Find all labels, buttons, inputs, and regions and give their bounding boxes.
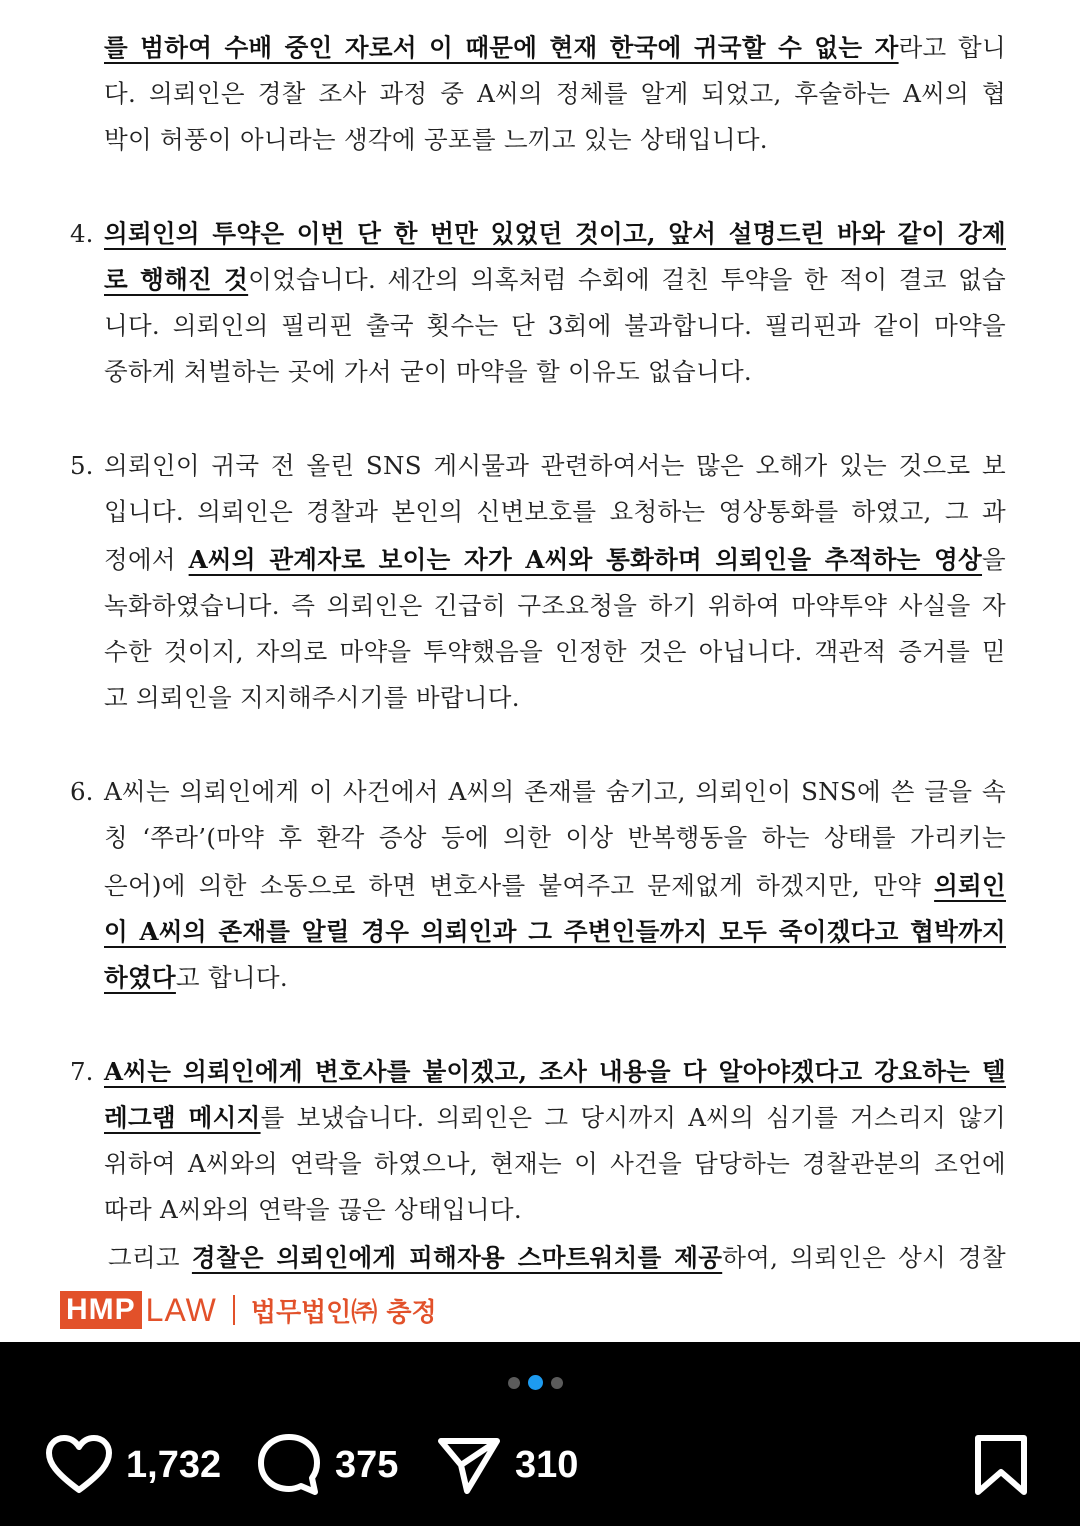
body-text: 고 합니다.: [175, 963, 288, 992]
document-line: [104, 306, 1006, 346]
document-line: [104, 540, 1006, 580]
logo-law: LAW: [145, 1291, 217, 1328]
document-line: [104, 260, 1006, 300]
body-text: 고 의뢰인을 지지해주시기를 바랍니다.: [104, 683, 520, 712]
underlined-text: 이 A씨의 존재를 알릴 경우 의뢰인과 그 주변인들까지 모두 죽이겠다고 협박까지: [104, 917, 1006, 946]
paragraph-number: 7.: [70, 1057, 94, 1086]
document-line: [104, 352, 1006, 392]
share-count: 310: [515, 1443, 579, 1486]
carousel-dot-3: [551, 1377, 563, 1389]
body-text: 칭 ‘쭈라’(마약 후 환각 증상 등에 의한 이상 반복행동을 하는 상태를 가리키는: [104, 823, 1006, 852]
document-line: [104, 1052, 1006, 1092]
document-line: [104, 28, 1006, 68]
underlined-text: 레그램 메시지: [104, 1103, 261, 1132]
body-text: 그리고: [108, 1243, 192, 1272]
body-text: 하여, 의뢰인은 상시 경찰: [722, 1243, 1006, 1272]
body-text: 니다. 의뢰인의 필리핀 출국 횟수는 단 3회에 불과합니다. 필리핀과 같이 마약을: [104, 311, 1006, 340]
document-line: [104, 772, 1006, 812]
document-line: [104, 632, 1006, 672]
comment-count: 375: [335, 1443, 399, 1486]
heart-icon: [46, 1435, 112, 1495]
body-text: 입니다. 의뢰인은 경찰과 본인의 신변보호를 요청하는 영상통화를 하였고, 그 과: [104, 497, 1006, 526]
document-line: [104, 1144, 1006, 1184]
document-line: [108, 1238, 1006, 1278]
body-text: 라고 합니: [898, 33, 1006, 62]
document-line: [104, 818, 1006, 858]
underlined-text: 를 범하여 수배 중인 자로서 이 때문에 현재 한국에 귀국할 수 없는 자: [104, 33, 899, 62]
document-line: [104, 866, 1006, 906]
body-text: 다. 의뢰인은 경찰 조사 과정 중 A씨의 정체를 알게 되었고, 후술하는 A씨의 협: [104, 79, 1006, 108]
document-line: [104, 586, 1006, 626]
body-text: 은어)에 의한 소동으로 하면 변호사를 붙여주고 문제없게 하겠지만, 만약: [104, 871, 935, 900]
underlined-text: A씨는 의뢰인에게 변호사를 붙이겠고, 조사 내용을 다 알아야겠다고 강요하는 텔: [104, 1057, 1006, 1086]
law-firm-logo: [60, 1290, 437, 1330]
underlined-text: 의뢰인의 투약은 이번 단 한 번만 있었던 것이고, 앞서 설명드린 바와 같이 강제: [104, 219, 1006, 248]
bookmark-icon: [972, 1434, 1030, 1496]
body-text: 을: [982, 545, 1006, 574]
body-text: 박이 허풍이 아니라는 생각에 공포를 느끼고 있는 상태입니다.: [104, 125, 768, 154]
body-text: 정에서: [104, 545, 189, 574]
underlined-text: 경찰은 의뢰인에게 피해자용 스마트워치를 제공: [191, 1243, 723, 1272]
paragraph-number: 6.: [70, 777, 94, 806]
document-line: [104, 74, 1006, 114]
body-text: 중하게 처벌하는 곳에 가서 굳이 마약을 할 이유도 없습니다.: [104, 357, 752, 386]
body-text: 수한 것이지, 자의로 마약을 투약했음을 인정한 것은 아닙니다. 객관적 증거를 믿: [104, 637, 1006, 666]
document-line: [104, 678, 1006, 718]
document-line: [104, 1098, 1006, 1138]
carousel-dot-2-active: [528, 1375, 543, 1390]
carousel-dot-1: [508, 1377, 520, 1389]
like-count: 1,732: [126, 1443, 222, 1486]
logo-divider: [233, 1295, 235, 1325]
paragraph-number: 4.: [70, 219, 94, 248]
comment-bubble-icon: [257, 1433, 321, 1497]
body-text: 를 보냈습니다. 의뢰인은 그 당시까지 A씨의 심기를 거스리지 않기: [260, 1103, 1006, 1132]
logo-firm-name: 법무법인㈜ 충정: [250, 1297, 437, 1328]
document-line: [104, 214, 1006, 254]
paragraph-number: 5.: [70, 451, 94, 480]
body-text: 위하여 A씨와의 연락을 하였으나, 현재는 이 사건을 담당하는 경찰관분의 조언에: [104, 1149, 1006, 1178]
share-button[interactable]: [437, 1430, 578, 1500]
underlined-text: A씨의 관계자로 보이는 자가 A씨와 통화하며 의뢰인을 추적하는 영상: [188, 545, 983, 574]
comment-button[interactable]: [257, 1430, 398, 1500]
logo-hmp: HMP: [60, 1291, 142, 1329]
body-text: 따라 A씨와의 연락을 끊은 상태입니다.: [104, 1195, 522, 1224]
paper-plane-icon: [437, 1433, 501, 1497]
document-line: [104, 958, 1006, 998]
body-text: 이었습니다. 세간의 의혹처럼 수회에 걸친 투약을 한 적이 결코 없습: [248, 265, 1007, 294]
document-line: [104, 446, 1006, 486]
underlined-text: 하였다: [104, 963, 176, 992]
body-text: 의뢰인이 귀국 전 올린 SNS 게시물과 관련하여서는 많은 오해가 있는 것으로 보: [104, 451, 1006, 480]
underlined-text: 로 행해진 것: [104, 265, 249, 294]
document-line: [104, 492, 1006, 532]
body-text: 녹화하였습니다. 즉 의뢰인은 긴급히 구조요청을 하기 위하여 마약투약 사실을 자: [104, 591, 1006, 620]
carousel-indicator: [508, 1375, 563, 1390]
document-line: [104, 120, 1006, 160]
document-line: [104, 912, 1006, 952]
document-line: [104, 1190, 1006, 1230]
body-text: A씨는 의뢰인에게 이 사건에서 A씨의 존재를 숨기고, 의뢰인이 SNS에 쓴 글을 속: [104, 777, 1006, 806]
underlined-text: 의뢰인: [934, 871, 1006, 900]
save-button[interactable]: [972, 1430, 1030, 1500]
like-button[interactable]: [46, 1430, 221, 1500]
